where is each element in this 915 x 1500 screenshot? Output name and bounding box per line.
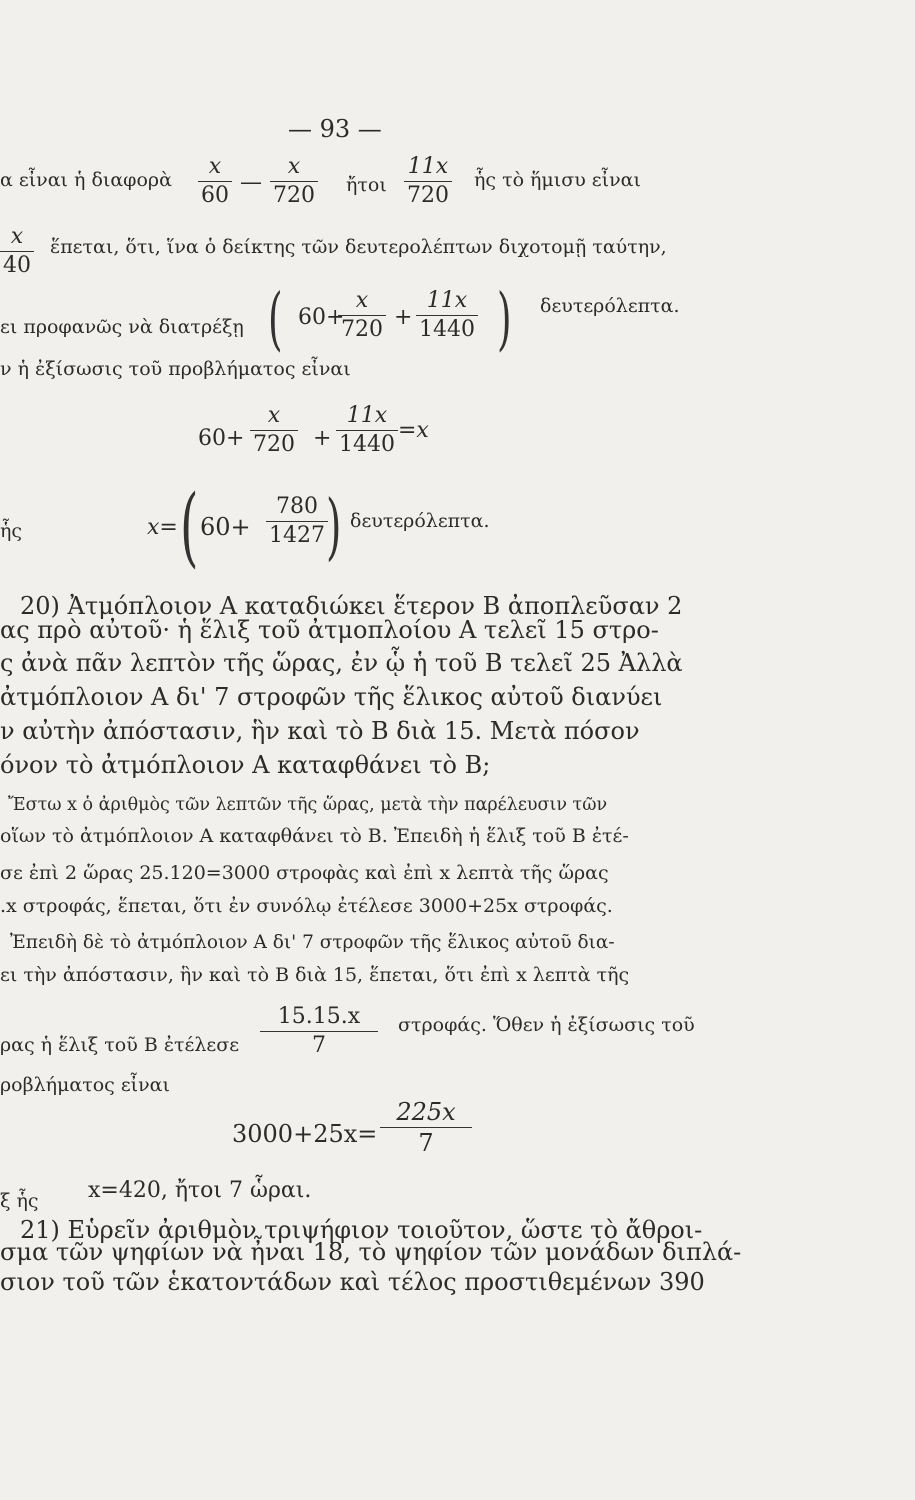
prof-line-prefix: ει προφανῶς νὰ διατρέξῃ [0, 316, 244, 338]
eq1-sixty: 60+ [198, 426, 245, 451]
problem21-line-1: 21) Εὑρεῖν ἀριθμὸν τριψήφιον τοιοῦτον, ὥστε τὸ ἄθροι- [20, 1216, 703, 1244]
problem20-line-2: ας πρὸ αὐτοῦ· ἡ ἕλιξ τοῦ ἀτμοπλοίου Α τελεῖ 15 στρο- [0, 616, 659, 644]
eq2-margin: ἧς [0, 520, 23, 542]
prof-line-suffix: δευτερόλεπτα. [540, 295, 680, 317]
fraction-11x-over-1440: $\frac{11x}{1440}$ [416, 290, 478, 341]
half-line-text: ἕπεται, ὅτι, ἵνα ὁ δείκτης τῶν δευτερολέπτων διχοτομῇ ταύτην, [50, 236, 667, 258]
left-paren: ( [268, 280, 283, 359]
eq1-rhs: =x [398, 418, 429, 443]
problem20-line-6: όνον τὸ ἀτμόπλοιον Α καταφθάνει τὸ Β; [0, 751, 491, 779]
eq2-sixty: 60+ [200, 513, 251, 541]
eq2-suffix: δευτερόλεπτα. [350, 510, 490, 532]
solution20-line-5: Ἐπειδὴ δὲ τὸ ἀτμόπλοιον Α δι' 7 στροφῶν τῆς ἕλικος αὐτοῦ δια- [10, 932, 615, 953]
fraction-x-over-720: $\frac{x}{720}$ [270, 156, 318, 207]
eq1-plus: + [313, 426, 332, 451]
problem-is-line: ροβλήματος εἶναι [0, 1074, 170, 1096]
page-number: — 93 — [288, 115, 382, 143]
eq2-fraction-780-over-1427: $\frac{780}{1427}$ [266, 496, 328, 547]
solution20-line-4: .x στροφάς, ἕπεται, ὅτι ἐν συνόλῳ ἐτέλεσε 3000+25x στροφάς. [0, 895, 613, 917]
eq2-right-paren: ) [326, 484, 342, 568]
fraction-11x-over-720: $\frac{11x}{720}$ [404, 156, 452, 207]
helix-line-suffix: στροφάς. Ὅθεν ἡ ἐξίσωσις τοῦ [398, 1014, 695, 1036]
problem20-line-3: ς ἀνὰ πᾶν λεπτὸν τῆς ὥρας, ἐν ᾧ ἡ τοῦ Β τελεῖ 25 Ἀλλὰ [0, 649, 683, 677]
minus-sign: — [240, 170, 262, 195]
fraction-x-over-720-b: $\frac{x}{720}$ [338, 290, 386, 341]
solution20-line-1: Ἔστω x ὁ ἀριθμὸς τῶν λεπτῶν τῆς ὥρας, μετὰ τὴν παρέλευσιν τῶν [8, 795, 608, 815]
right-paren: ) [497, 280, 512, 359]
helix-line-prefix: ρας ἡ ἕλιξ τοῦ Β ἐτέλεσε [0, 1034, 240, 1056]
solution20-line-3: σε ἐπὶ 2 ὥρας 25.120=3000 στροφὰς καὶ ἐπὶ x λεπτὰ τῆς ὥρας [0, 862, 609, 884]
eq1-fraction-11x-over-1440: $\frac{11x}{1440}$ [336, 405, 398, 456]
eq1-fraction-x-over-720: $\frac{x}{720}$ [250, 405, 298, 456]
diff-line-prefix: α εἶναι ἡ διαφορὰ [0, 169, 172, 191]
eq3-lhs: 3000+25x= [232, 1120, 378, 1148]
plus-sign: + [394, 305, 413, 330]
etoi-word: ἤτοι [346, 174, 387, 196]
eq2-lhs: x= [147, 515, 178, 540]
prof-sixty: 60+ [298, 305, 345, 330]
eq4-margin: ξ ἧς [0, 1190, 39, 1212]
fraction-225x-over-7: $\frac{225x}{7}$ [380, 1100, 472, 1155]
problem20-line-1: 20) Ἀτμόπλοιον Α καταδιώκει ἕτερον Β ἀποπλεῦσαν 2 [20, 592, 683, 620]
problem21-line-2: σμα τῶν ψηφίων νὰ ἦναι 18, τὸ ψηφίον τῶν μονάδων διπλά- [0, 1238, 742, 1266]
solution20-line-6: ει τὴν ἀπόστασιν, ἣν καὶ τὸ Β διὰ 15, ἕπεται, ὅτι ἐπὶ x λεπτὰ τῆς [0, 964, 630, 986]
problem21-line-3: σιον τοῦ τῶν ἑκατοντάδων καὶ τέλος προστιθεμένων 390 [0, 1268, 705, 1296]
eq4-text: x=420, ἤτοι 7 ὧραι. [88, 1178, 312, 1203]
fraction-15-15-x-over-7: $\frac{15.15.x}{7}$ [260, 1006, 378, 1057]
solution20-line-2: οἵων τὸ ἀτμόπλοιον Α καταφθάνει τὸ Β. Ἐπειδὴ ἡ ἕλιξ τοῦ Β ἐτέ- [0, 825, 629, 847]
diff-line-suffix: ἧς τὸ ἥμισυ εἶναι [474, 169, 641, 191]
problem20-line-5: ν αὐτὴν ἀπόστασιν, ἣν καὶ τὸ Β διὰ 15. Μετὰ πόσον [0, 717, 640, 745]
eq-intro-line: ν ἡ ἐξίσωσις τοῦ προβλήματος εἶναι [0, 358, 351, 380]
fraction-x-over-60: $\frac{x}{60}$ [198, 156, 232, 207]
fraction-x-over-40: $\frac{x}{40}$ [0, 226, 34, 277]
eq2-left-paren: ( [180, 477, 199, 577]
problem20-line-4: ἀτμόπλοιον Α δι' 7 στροφῶν τῆς ἕλικος αὐτοῦ διανύει [0, 683, 663, 711]
